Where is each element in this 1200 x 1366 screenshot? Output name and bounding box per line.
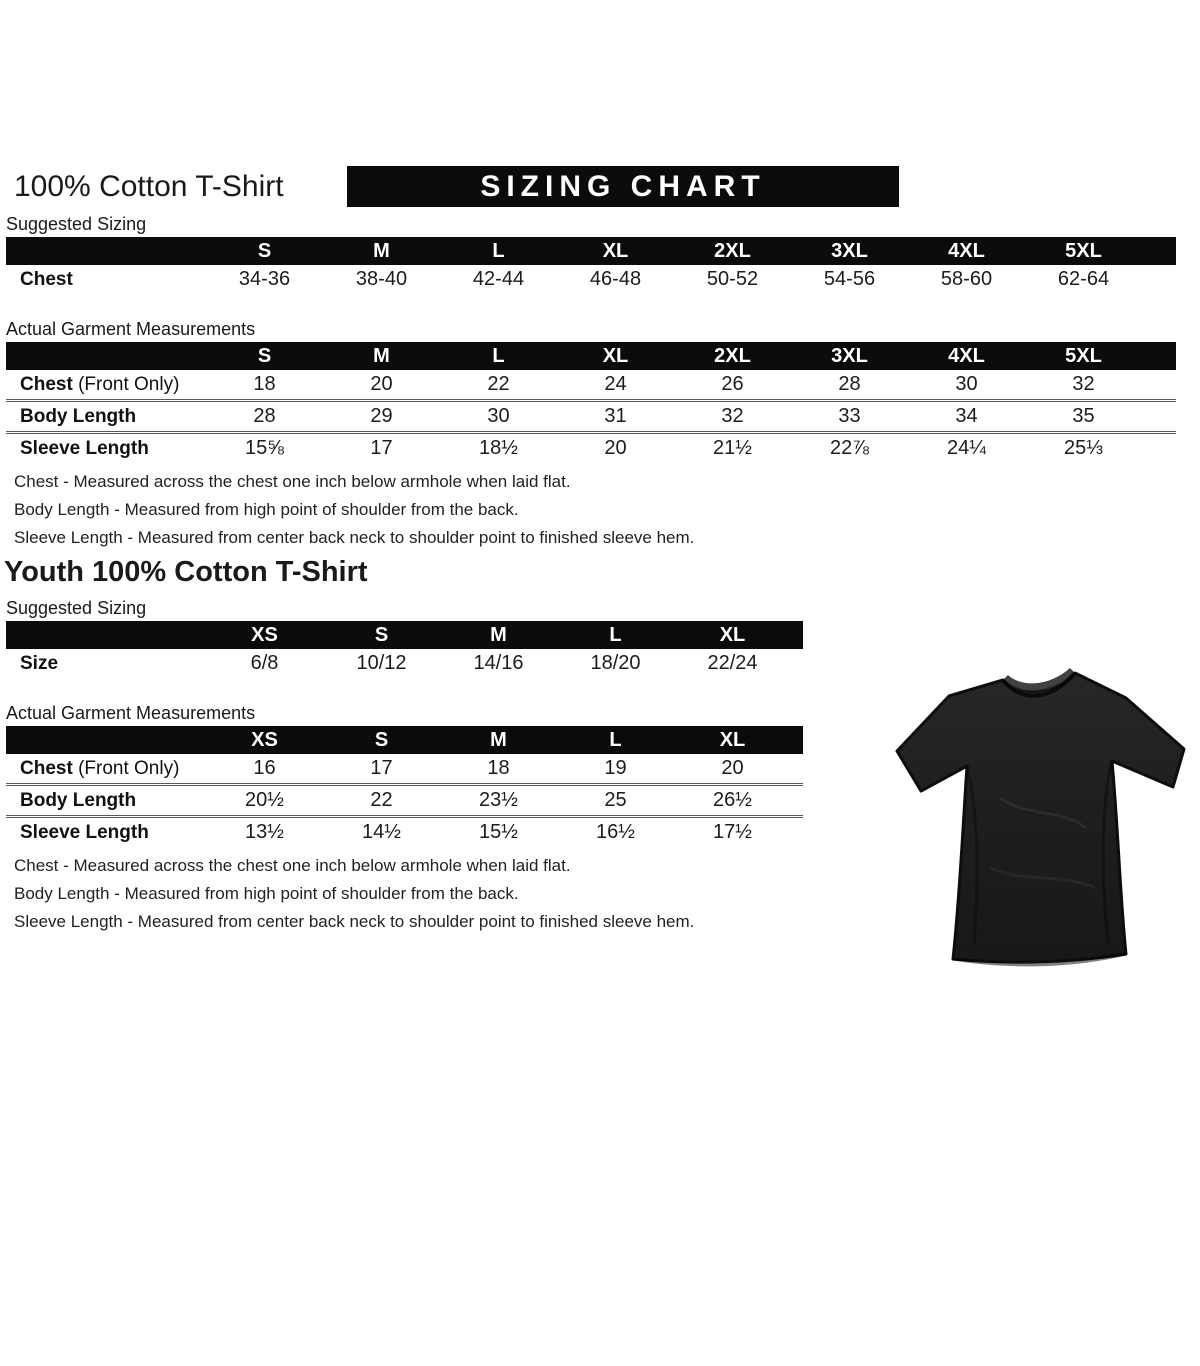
size-column-header: S bbox=[206, 342, 323, 370]
row-label: Body Length bbox=[6, 785, 206, 817]
note-chest: Chest - Measured across the chest one inch below armhole when laid flat. bbox=[14, 472, 571, 491]
row-label: Chest bbox=[20, 268, 73, 290]
measurement-cell: 14/16 bbox=[473, 652, 524, 674]
measurement-cell: 10/12 bbox=[356, 652, 407, 674]
size-column-header: L bbox=[440, 237, 557, 265]
size-column-header: XS bbox=[206, 726, 323, 754]
table-row bbox=[6, 649, 803, 678]
table-row bbox=[6, 817, 803, 848]
measurement-cell: 23½ bbox=[440, 785, 557, 817]
size-column-header: S bbox=[323, 726, 440, 754]
adult-measurements-label: Actual Garment Measurements bbox=[6, 319, 256, 339]
row-label: Size bbox=[20, 652, 59, 674]
row-end-spacer bbox=[791, 754, 803, 785]
header-row bbox=[0, 166, 1200, 207]
row-end-spacer bbox=[791, 817, 803, 848]
size-column-header: XL bbox=[557, 237, 674, 265]
measurement-cell: 15⅝ bbox=[245, 437, 284, 459]
measurement-cell: 18/20 bbox=[590, 652, 641, 674]
measurement-cell: 35 bbox=[1025, 401, 1142, 433]
sizing-chart-banner: SIZING CHART bbox=[347, 166, 899, 207]
table-row bbox=[6, 265, 1176, 294]
measurement-cell: 22 bbox=[323, 785, 440, 817]
black-tshirt-graphic bbox=[890, 658, 1192, 974]
measurement-cell: 32 bbox=[674, 401, 791, 433]
row-label: Sleeve Length bbox=[20, 437, 149, 459]
measurement-cell: 62-64 bbox=[1057, 268, 1110, 290]
youth-suggested-sizing-label: Suggested Sizing bbox=[6, 598, 147, 618]
row-label: Chest (Front Only) bbox=[6, 370, 206, 401]
measurement-cell: 18½ bbox=[479, 437, 518, 459]
size-column-header: 3XL bbox=[791, 342, 908, 370]
row-label: Body Length bbox=[6, 401, 206, 433]
header-label-spacer bbox=[6, 342, 206, 370]
size-column-header: M bbox=[323, 237, 440, 265]
header-end-spacer bbox=[1142, 237, 1176, 265]
youth-measurements-table bbox=[6, 726, 803, 847]
table-row bbox=[6, 401, 1176, 433]
measurement-cell: 58-60 bbox=[940, 268, 993, 290]
size-column-header: 2XL bbox=[674, 237, 791, 265]
measurement-cell: 20½ bbox=[206, 785, 323, 817]
size-column-header: 5XL bbox=[1025, 237, 1142, 265]
size-column-header: XL bbox=[557, 342, 674, 370]
row-end-spacer bbox=[1142, 433, 1176, 464]
size-column-header: 4XL bbox=[908, 237, 1025, 265]
youth-title: Youth 100% Cotton T-Shirt bbox=[4, 556, 368, 588]
measurement-cell: 16½ bbox=[596, 821, 635, 843]
measurement-cell: 17 bbox=[323, 754, 440, 785]
measurement-cell: 54-56 bbox=[823, 268, 876, 290]
measurement-cell: 20 bbox=[323, 370, 440, 401]
measurement-cell: 18 bbox=[206, 370, 323, 401]
note-body-length: Body Length - Measured from high point of shoulder from the back. bbox=[14, 884, 519, 903]
measurement-cell: 30 bbox=[440, 401, 557, 433]
page-title: 100% Cotton T-Shirt bbox=[14, 170, 284, 203]
header-row bbox=[6, 726, 803, 754]
size-column-header: S bbox=[323, 621, 440, 649]
size-column-header: M bbox=[440, 726, 557, 754]
measurement-cell: 20 bbox=[604, 437, 627, 459]
measurement-cell: 28 bbox=[791, 370, 908, 401]
table-row bbox=[6, 370, 1176, 401]
size-column-header: S bbox=[206, 237, 323, 265]
measurement-cell: 29 bbox=[323, 401, 440, 433]
size-column-header: 4XL bbox=[908, 342, 1025, 370]
size-column-header: XS bbox=[206, 621, 323, 649]
measurement-cell: 20 bbox=[674, 754, 791, 785]
measurement-cell: 34 bbox=[908, 401, 1025, 433]
measurement-cell: 17½ bbox=[713, 821, 752, 843]
size-column-header: M bbox=[440, 621, 557, 649]
note-sleeve-length: Sleeve Length - Measured from center back neck to shoulder point to finished sleeve hem. bbox=[14, 912, 695, 931]
measurement-cell: 21½ bbox=[713, 437, 752, 459]
size-column-header: 5XL bbox=[1025, 342, 1142, 370]
measurement-cell: 25 bbox=[557, 785, 674, 817]
measurement-cell: 17 bbox=[370, 437, 393, 459]
size-column-header: M bbox=[323, 342, 440, 370]
size-column-header: L bbox=[557, 621, 674, 649]
measurement-cell: 18 bbox=[440, 754, 557, 785]
youth-suggested-sizing-table bbox=[6, 621, 803, 678]
row-label: Chest (Front Only) bbox=[6, 754, 206, 785]
note-body-length: Body Length - Measured from high point of shoulder from the back. bbox=[14, 500, 519, 519]
header-label-spacer bbox=[6, 237, 206, 265]
table-row bbox=[6, 433, 1176, 464]
header-row bbox=[6, 621, 803, 649]
adult-suggested-sizing-table bbox=[6, 237, 1176, 294]
measurement-cell: 25⅓ bbox=[1064, 437, 1103, 459]
measurement-cell: 22⅞ bbox=[830, 437, 869, 459]
header-row bbox=[6, 237, 1176, 265]
measurement-cell: 42-44 bbox=[472, 268, 525, 290]
note-sleeve-length: Sleeve Length - Measured from center back neck to shoulder point to finished sleeve hem. bbox=[14, 528, 695, 547]
measurement-cell: 24¼ bbox=[947, 437, 986, 459]
measurement-cell: 34-36 bbox=[238, 268, 291, 290]
measurement-cell: 15½ bbox=[479, 821, 518, 843]
measurement-cell: 26½ bbox=[674, 785, 791, 817]
header-row bbox=[6, 342, 1176, 370]
adult-measurement-notes bbox=[0, 471, 1200, 548]
size-column-header: XL bbox=[674, 621, 791, 649]
table-row bbox=[6, 785, 803, 817]
header-end-spacer bbox=[791, 726, 803, 754]
row-end-spacer bbox=[791, 649, 803, 678]
measurement-cell: 46-48 bbox=[589, 268, 642, 290]
size-column-header: L bbox=[440, 342, 557, 370]
measurement-cell: 31 bbox=[557, 401, 674, 433]
adult-measurements-table bbox=[6, 342, 1176, 463]
table-row bbox=[6, 754, 803, 785]
row-end-spacer bbox=[1142, 370, 1176, 401]
header-label-spacer bbox=[6, 726, 206, 754]
measurement-cell: 26 bbox=[674, 370, 791, 401]
size-column-header: XL bbox=[674, 726, 791, 754]
size-column-header: 2XL bbox=[674, 342, 791, 370]
row-end-spacer bbox=[791, 785, 803, 817]
row-end-spacer bbox=[1142, 401, 1176, 433]
measurement-cell: 22/24 bbox=[707, 652, 758, 674]
row-label: Sleeve Length bbox=[20, 821, 149, 843]
measurement-cell: 38-40 bbox=[355, 268, 408, 290]
header-end-spacer bbox=[791, 621, 803, 649]
tshirt-image bbox=[890, 658, 1192, 974]
measurement-cell: 14½ bbox=[362, 821, 401, 843]
measurement-cell: 22 bbox=[440, 370, 557, 401]
measurement-cell: 13½ bbox=[245, 821, 284, 843]
youth-measurements-label: Actual Garment Measurements bbox=[6, 703, 256, 723]
measurement-cell: 24 bbox=[557, 370, 674, 401]
header-end-spacer bbox=[1142, 342, 1176, 370]
header-label-spacer bbox=[6, 621, 206, 649]
note-chest: Chest - Measured across the chest one inch below armhole when laid flat. bbox=[14, 856, 571, 875]
measurement-cell: 32 bbox=[1025, 370, 1142, 401]
row-end-spacer bbox=[1142, 265, 1176, 294]
measurement-cell: 19 bbox=[557, 754, 674, 785]
measurement-cell: 33 bbox=[791, 401, 908, 433]
size-column-header: 3XL bbox=[791, 237, 908, 265]
size-column-header: L bbox=[557, 726, 674, 754]
measurement-cell: 16 bbox=[206, 754, 323, 785]
measurement-cell: 50-52 bbox=[706, 268, 759, 290]
measurement-cell: 30 bbox=[908, 370, 1025, 401]
adult-suggested-sizing-label: Suggested Sizing bbox=[6, 214, 147, 234]
measurement-cell: 6/8 bbox=[250, 652, 279, 674]
measurement-cell: 28 bbox=[206, 401, 323, 433]
